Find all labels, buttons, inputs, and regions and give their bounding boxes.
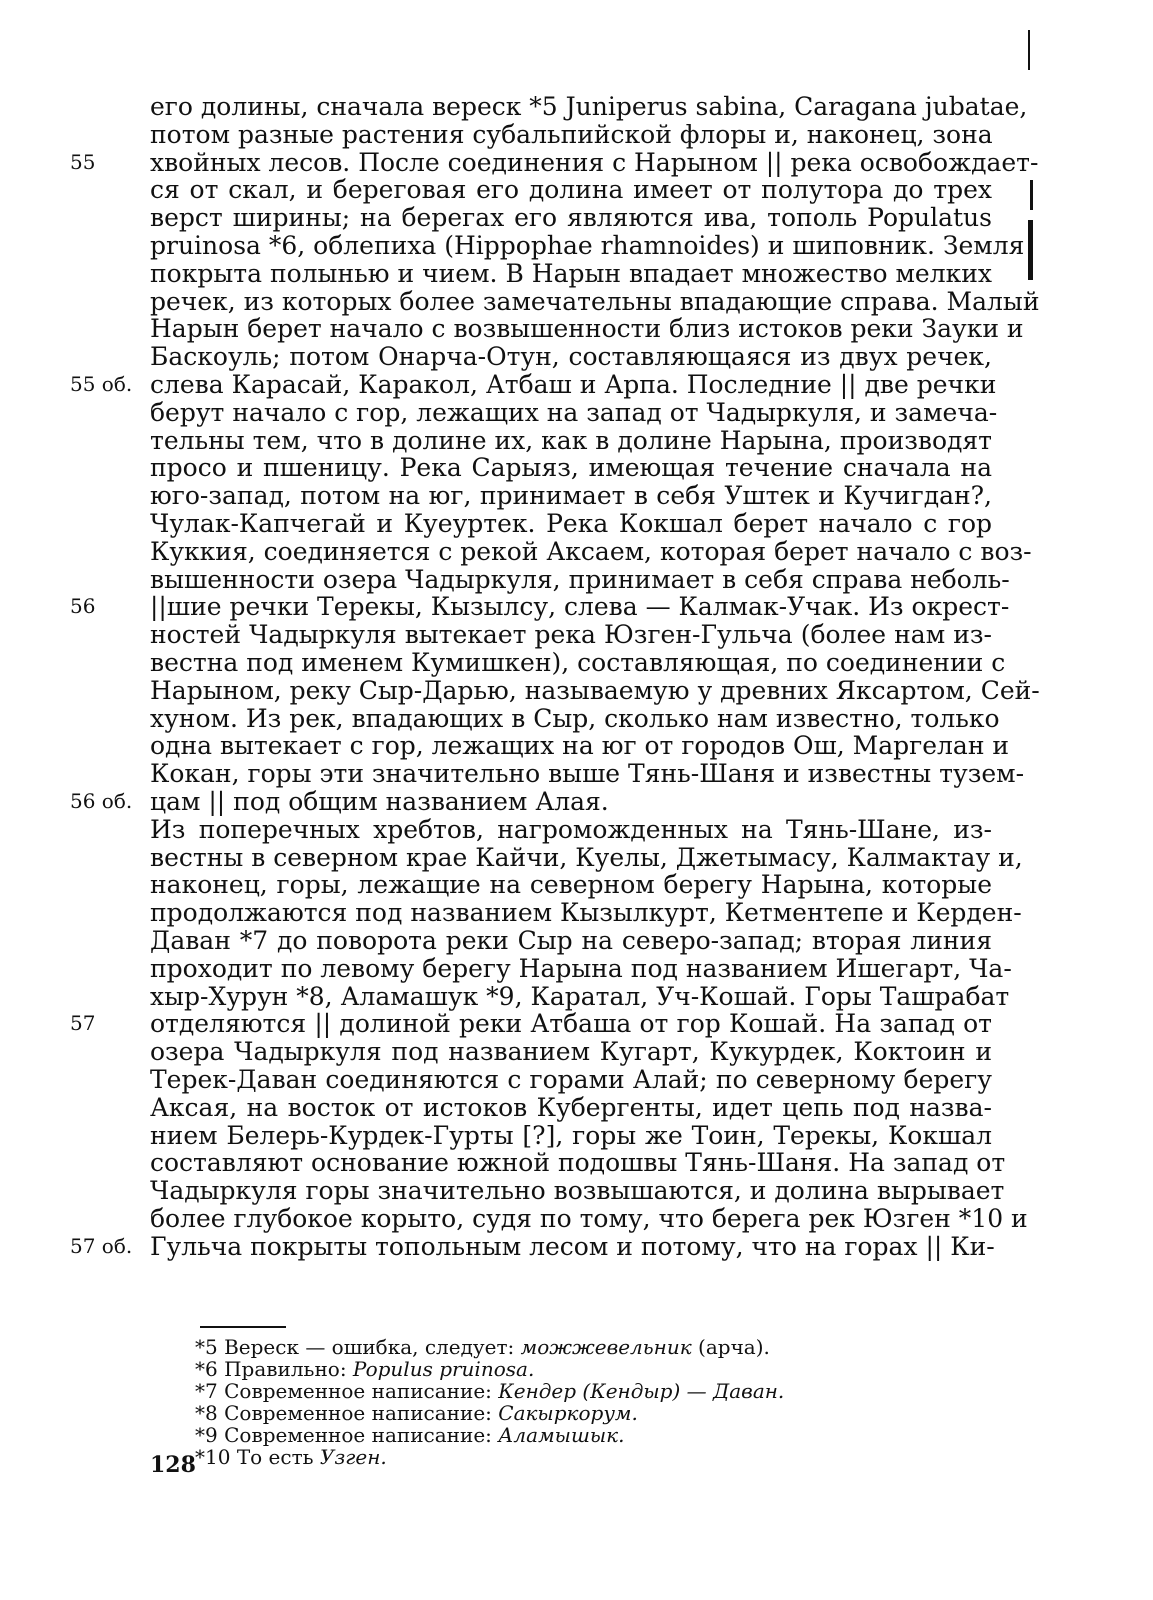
footnote-italic: Сакыркорум. bbox=[498, 1401, 638, 1425]
text-line: берут начало с гор, лежащих на запад от Чадыркуля, и замеча- bbox=[150, 397, 998, 427]
text-line: более глубокое корыто, судя по тому, что берега рек Юзген *10 и bbox=[150, 1204, 1028, 1233]
text-line: ||шие речки Терекы, Кызылсу, слева — Калмак-Учак. Из окрест- bbox=[150, 592, 1010, 622]
footnote-mark: *7 bbox=[195, 1379, 225, 1403]
footnote-mark: *5 bbox=[195, 1335, 225, 1359]
folio-marker: 56 bbox=[70, 594, 96, 619]
text-line: слева Карасай, Каракол, Атбаш и Арпа. Последние || две речки bbox=[150, 370, 997, 399]
text-line: верст ширины; на берегах его являются ива, тополь Populatus bbox=[150, 203, 992, 233]
footnote-mark: *8 bbox=[195, 1401, 225, 1425]
text-line: речек, из которых более замечательны впадающие справа. Малый bbox=[150, 286, 1040, 316]
footnote-mark: *6 bbox=[195, 1357, 225, 1381]
text-line: Нарын берет начало с возвышенности близ истоков реки Зауки и bbox=[150, 314, 1024, 344]
footnote bbox=[195, 1380, 784, 1403]
footnote bbox=[195, 1446, 387, 1469]
scan-artifact bbox=[1028, 220, 1033, 280]
text-line: Кокан, горы эти значительно выше Тянь-Шаня и известны тузем- bbox=[150, 759, 1025, 789]
folio-marker: 57 об. bbox=[70, 1233, 133, 1258]
folio-marker: 56 об. bbox=[70, 789, 133, 813]
footnote-text: Правильно: bbox=[224, 1357, 353, 1381]
text-line: покрыта полынью и чием. В Нарын впадает множество мелких bbox=[150, 258, 992, 288]
folio-marker: 55 об. bbox=[70, 372, 133, 396]
footnote-text: Современное написание: bbox=[224, 1379, 499, 1403]
footnote-italic: Аламышык. bbox=[498, 1423, 625, 1447]
text-line: Терек-Даван соединяются с горами Алай; по северному берегу bbox=[150, 1065, 992, 1094]
text-line: хвойных лесов. После соединения с Нарыном || река освобождает- bbox=[150, 147, 1039, 177]
text-line: хуном. Из рек, впадающих в Сыр, сколько нам известно, только bbox=[150, 703, 1000, 733]
text-line: Куккия, соединяется с рекой Аксаем, которая берет начало с воз- bbox=[150, 536, 1032, 566]
footnote-text: Современное написание: bbox=[224, 1423, 499, 1447]
scan-artifact bbox=[1028, 30, 1030, 70]
text-line: хыр-Хурун *8, Аламашук *9, Каратал, Уч-Кошай. Горы Ташрабат bbox=[150, 981, 1010, 1011]
footnote bbox=[195, 1402, 638, 1425]
text-line: вестны в северном крае Кайчи, Куелы, Джетымасу, Калмактау и, bbox=[150, 842, 1023, 872]
footnote-mark: *10 bbox=[195, 1445, 237, 1469]
folio-marker: 57 bbox=[70, 1011, 96, 1036]
text-line: Гульча покрыты топольным лесом и потому, что на горах || Ки- bbox=[150, 1231, 995, 1261]
footnote bbox=[195, 1424, 624, 1447]
text-line: Из поперечных хребтов, нагроможденных на Тянь-Шане, из- bbox=[150, 814, 992, 844]
footnote-text: Современное написание: bbox=[224, 1401, 499, 1425]
text-line: потом разные растения субальпийской флоры и, наконец, зона bbox=[150, 119, 993, 149]
footnote-italic: Узген. bbox=[319, 1445, 387, 1469]
text-line: нием Белерь-Курдек-Гурты [?], горы же Тоин, Терекы, Кокшал bbox=[150, 1120, 992, 1150]
text-line: отделяются || долиной реки Атбаша от гор Кошай. На запад от bbox=[150, 1009, 992, 1039]
folio-marker: 55 bbox=[70, 149, 96, 174]
text-line: его долины, сначала вереск *5 Juniperus sabina, Caragana jubatae, bbox=[150, 92, 1028, 121]
footnote-italic: Кендер (Кендыр) — Даван. bbox=[498, 1379, 785, 1403]
text-line: Нарыном, реку Сыр-Дарью, называемую у древних Яксартом, Сей- bbox=[150, 675, 1040, 705]
text-line: проходит по левому берегу Нарына под названием Ишегарт, Ча- bbox=[150, 953, 1012, 983]
footnote-text: Вереск — ошибка, следует: bbox=[224, 1335, 521, 1359]
text-line: Чадыркуля горы значительно возвышаются, и долина вырывает bbox=[150, 1176, 1005, 1206]
text-line: pruinosa *6, облепиха (Hippophae rhamnoides) и шиповник. Земля bbox=[150, 231, 1025, 260]
text-line: Баскоуль; потом Онарча-Отун, составляющаяся из двух речек, bbox=[150, 342, 992, 372]
text-line: Аксая, на восток от истоков Кубергенты, идет цепь под назва- bbox=[150, 1092, 992, 1122]
footnote-separator bbox=[200, 1326, 286, 1328]
footnote-tail: (арча). bbox=[691, 1335, 770, 1359]
text-line: озера Чадыркуля под названием Кугарт, Кукурдек, Коктоин и bbox=[150, 1037, 992, 1067]
text-line: вышенности озера Чадыркуля, принимает в себя справа неболь- bbox=[150, 564, 1010, 594]
page-number: 128 bbox=[150, 1452, 196, 1478]
text-line: Чулак-Капчегай и Куеуртек. Река Кокшал берет начало с гор bbox=[150, 509, 992, 538]
text-line: наконец, горы, лежащие на северном берегу Нарына, которые bbox=[150, 870, 992, 900]
footnote-mark: *9 bbox=[195, 1423, 225, 1447]
footnote bbox=[195, 1358, 534, 1381]
scan-artifact bbox=[1030, 180, 1033, 210]
footnote-text: То есть bbox=[236, 1445, 320, 1469]
footnote-italic: Populus pruinosa. bbox=[352, 1357, 535, 1381]
text-line: продолжаются под названием Кызылкурт, Кетментепе и Керден- bbox=[150, 898, 1022, 928]
text-line: ностей Чадыркуля вытекает река Юзген-Гульча (более нам из- bbox=[150, 620, 992, 650]
text-line: вестна под именем Кумишкен), составляющая, по соединении с bbox=[150, 648, 1006, 677]
text-line: просо и пшеницу. Река Сарыяз, имеющая течение сначала на bbox=[150, 453, 992, 483]
text-line: составляют основание южной подошвы Тянь-Шаня. На запад от bbox=[150, 1148, 1006, 1178]
text-line: Даван *7 до поворота реки Сыр на северо-запад; вторая линия bbox=[150, 926, 992, 955]
text-line: цам || под общим названием Алая. bbox=[150, 787, 609, 816]
footnote-italic: можжевельник bbox=[520, 1335, 692, 1359]
text-line: одна вытекает с гор, лежащих на юг от городов Ош, Маргелан и bbox=[150, 731, 1010, 761]
footnote bbox=[195, 1336, 770, 1359]
text-line: ся от скал, и береговая его долина имеет от полутора до трех bbox=[150, 175, 992, 205]
text-line: тельны тем, что в долине их, как в долине Нарына, производят bbox=[150, 425, 992, 455]
text-line: юго-запад, потом на юг, принимает в себя Уштек и Кучигдан?, bbox=[150, 481, 992, 511]
